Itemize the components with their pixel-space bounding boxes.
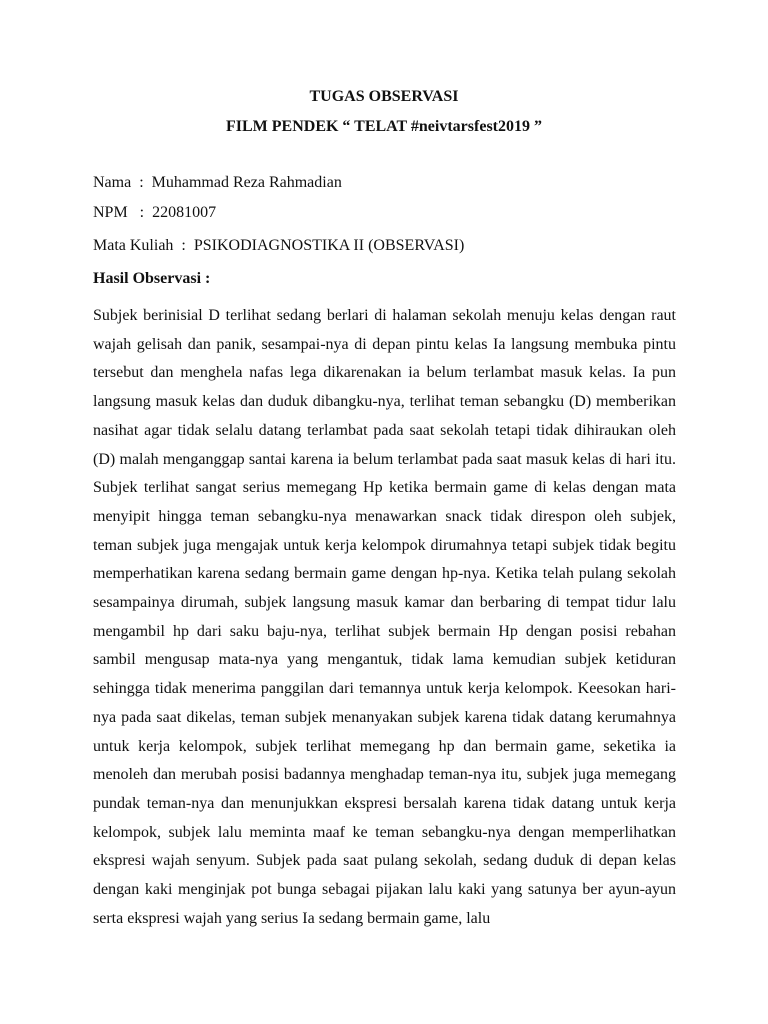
student-npm: NPM : 22081007 (93, 204, 217, 221)
section-heading: Hasil Observasi : (93, 270, 211, 287)
document-title: TUGAS OBSERVASI (309, 88, 459, 105)
document-subtitle: FILM PENDEK “ TELAT #neivtarsfest2019 ” (225, 118, 542, 135)
student-name: Nama : Muhammad Reza Rahmadian (93, 174, 342, 191)
course-name: Mata Kuliah : PSIKODIAGNOSTIKA II (OBSERVASI) (93, 237, 465, 254)
observation-paragraph: Subjek berinisial D terlihat sedang berlari di halaman sekolah menuju kelas dengan raut wajah gelisah dan panik, sesampai-nya di depan pintu kelas Ia langsung membuka pintu tersebut dan menghela nafas lega dikarenakan ia belum terlambat masuk kelas. Ia pun langsung masuk kelas dan duduk dibangku-nya, terlihat teman sebangku (D) memberikan nasihat agar tidak selalu datang terlambat pada saat sekolah tetapi tidak dihiraukan oleh (D) malah menganggap santai karena ia belum terlambat pada saat masuk kelas di hari itu. Subjek terlihat sangat serius memegang Hp ketika bermain game di kelas dengan mata menyipit hingga teman sebangku-nya menawarkan snack tidak direspon oleh subjek, teman subjek juga mengajak untuk kerja kelompok dirumahnya tetapi subjek tidak begitu memperhatikan karena sedang bermain game dengan hp-nya. Ketika telah pulang sekolah sesampainya dirumah, subjek langsung masuk kamar dan berbaring di tempat tidur lalu mengambil hp dari saku baju-nya, terlihat subjek bermain Hp dengan posisi rebahan sambil mengusap mata-nya yang mengantuk, tidak lama kemudian subjek ketiduran sehingga tidak menerima panggilan dari temannya untuk kerja kelompok. Keesokan hari-nya pada saat dikelas, teman subjek menanyakan subjek karena tidak datang kerumahnya untuk kerja kelompok, subjek terlihat memegang hp dan bermain game, seketika ia menoleh dan merubah posisi badannya menghadap teman-nya itu, subjek juga memegang pundak teman-nya dan menunjukkan ekspresi bersalah karena tidak datang untuk kerja kelompok, subjek lalu meminta maaf ke teman sebangku-nya dengan memperlihatkan ekspresi wajah senyum. Subjek pada saat pulang sekolah, sedang duduk di depan kelas dengan kaki menginjak pot bunga sebagai pijakan lalu kaki yang satunya ber ayun-ayun serta ekspresi wajah yang serius Ia sedang bermain game, lalu (93, 307, 676, 927)
